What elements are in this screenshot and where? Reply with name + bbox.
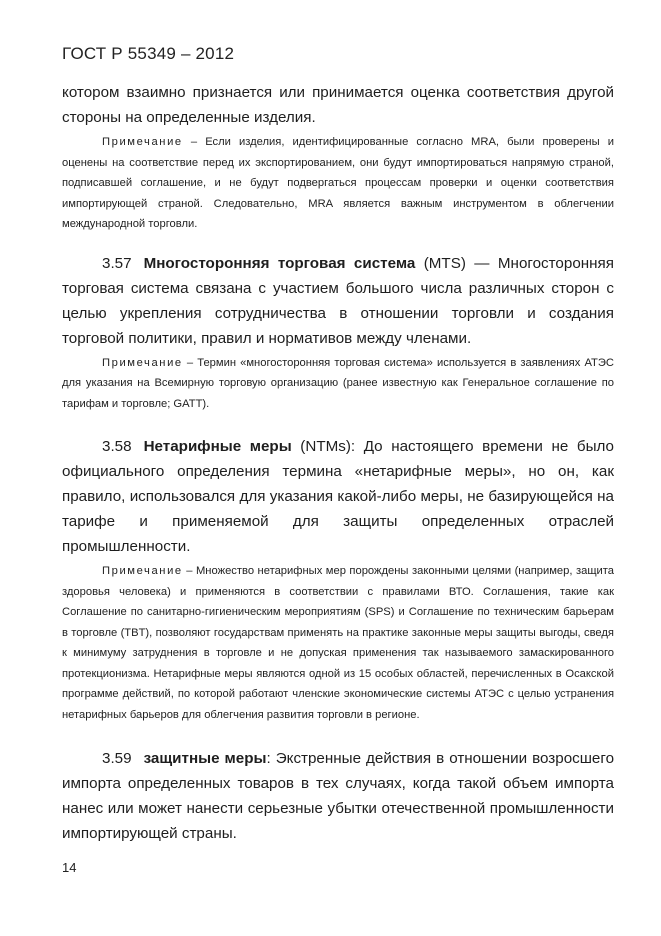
entry-3-58 [62, 434, 614, 559]
note-text: – Множество нетарифных мер порождены законными целями (например, защита здоровья человека) и применяются в соответствии с правилами ВТО. Соглашения, такие как Соглашение по санитарно-гигиеническим мероприятиям (SPS) и Соглашение по техническим барьерам в торговле (TBT), позволяют государствам применять на практике законные меры защиты выгоды, сведя к минимуму затруднения в торговле и не допуская применения так называемого замаскированного протекционизма. Нетарифные меры являются одной из 15 особых областей, перечисленных в Осакской программе действий, по которой работают членские экономические системы АТЭС с целью устранения нетарифных барьеров для облегчения развития торговли в регионе. [62, 565, 614, 721]
page-number: 14 [62, 860, 77, 875]
note-3-57 [62, 353, 614, 415]
page-content [62, 80, 614, 846]
entry-definition: (NTMs): До настоящего времени не было официального определения термина «нетарифные меры», но он, как правило, использовался для указания какой-либо меры, не базирующейся на тарифе и применяемой для защиты определенных отраслей промышленности. [62, 438, 614, 555]
standard-header: ГОСТ Р 55349 – 2012 [62, 44, 235, 63]
note-3-58 [62, 561, 614, 725]
note-label: Примечание [102, 565, 183, 577]
entry-definition: (MTS) — Многосторонняя торговая система связана с участием большого числа различных сторон с целью укрепления сотрудничества в отношении торговли и создания торговой политики, правил и нормативов между членами. [62, 254, 614, 347]
entry-term: защитные меры [143, 750, 267, 767]
entry-term: Многосторонняя торговая система [143, 254, 416, 272]
entry-definition: : Экстренные действия в отношении возросшего импорта определенных товаров в тех случаях, когда такой объем импорта нанес или может нанести серьезные убытки отечественной промышленности импортирующей страны. [62, 750, 615, 842]
entry-number: 3.57 [102, 254, 132, 272]
entry-number: 3.59 [102, 750, 132, 767]
intro-paragraph: котором взаимно признается или принимается оценка соответствия другой стороны на определенные изделия. [62, 84, 614, 126]
entry-3-57 [62, 251, 614, 351]
note-text: – Термин «многосторонняя торговая система» используется в заявлениях АТЭС для указания на Всемирную торговую организацию (ранее известную как Генеральное соглашение по тарифам и торговле; GATT). [62, 356, 614, 410]
entry-term: Нетарифные меры [143, 438, 292, 455]
note-label: Примечание [102, 136, 183, 148]
entry-3-59 [62, 746, 614, 846]
note-text: – Если изделия, идентифицированные согласно MRA, были проверены и оценены на соответствие перед их экспортированием, они будут импортироваться напрямую страной, подписавшей соглашение, и не будут подвергаться процессам проверки и оценки соответствия импортирующей страной. Следовательно, MRA является важным инструментом в облегчении международной торговли. [62, 136, 614, 230]
note-mra [62, 132, 614, 235]
note-label: Примечание [102, 356, 183, 369]
entry-number: 3.58 [102, 438, 132, 455]
